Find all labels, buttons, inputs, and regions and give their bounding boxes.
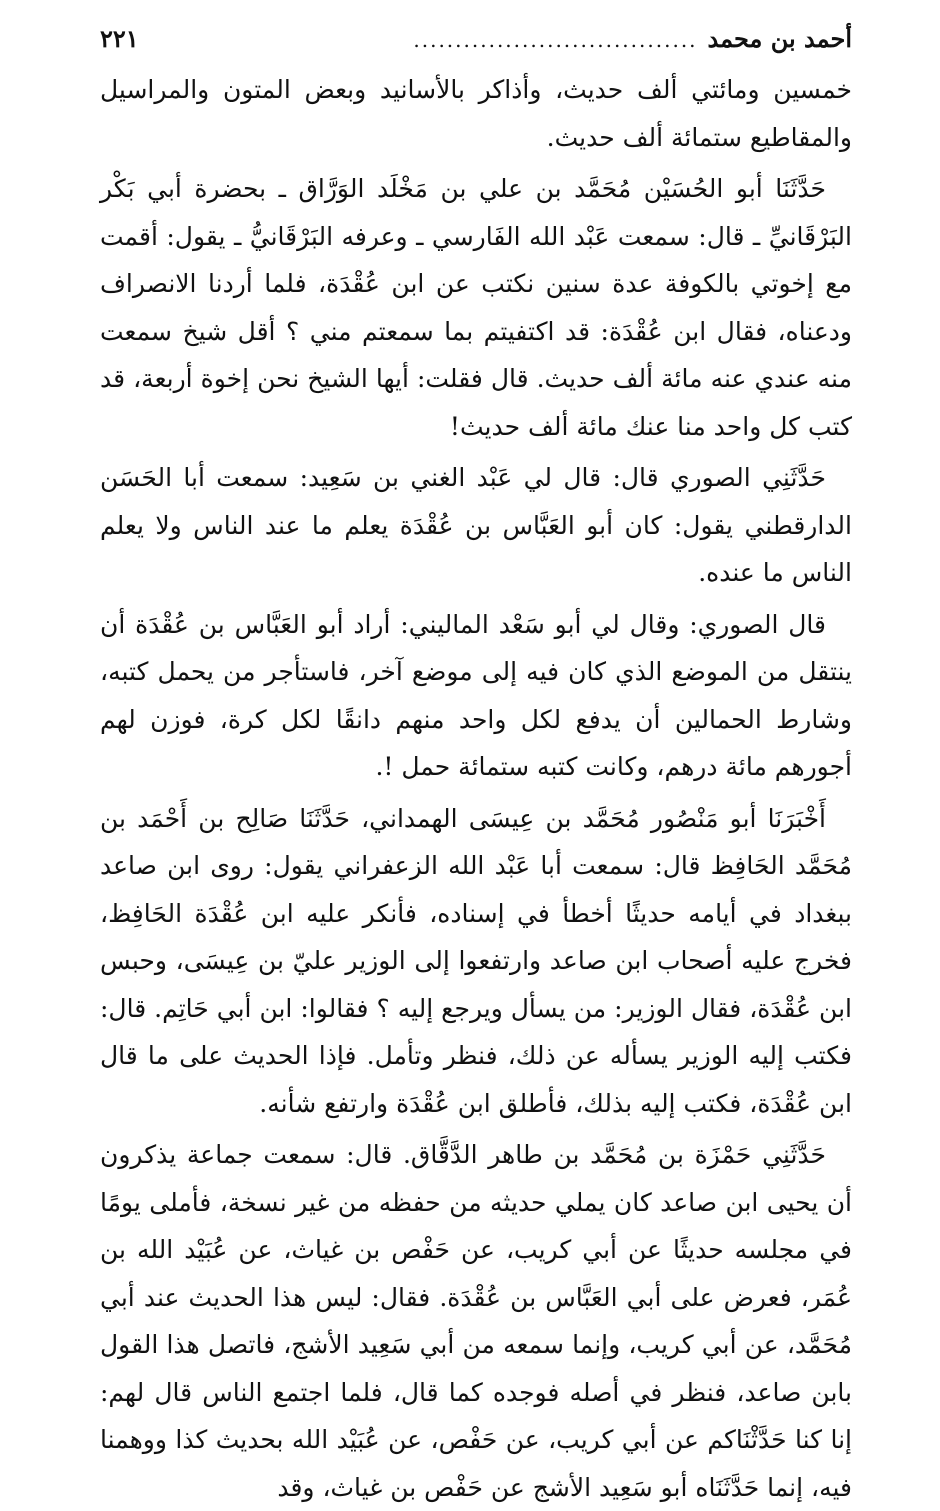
paragraph: أَخْبَرَنَا أبو مَنْصُور مُحَمَّد بن عِيسَى الهمداني، حَدَّثَنَا صَالِح بن أَحْمَد بن مُحَمَّد الحَافِظ قال: سمعت أبا عَبْد الله الزعفراني يقول: روى ابن صاعد ببغداد في أيامه حديثًا أخطأ في إسناده، فأنكر عليه ابن عُقْدَة الحَافِظ، فخرج عليه أصحاب ابن صاعد وارتفعوا إلى الوزير عليّ بن عِيسَى، وحبس ابن عُقْدَة، فقال الوزير: من يسأل ويرجع إليه ؟ فقالوا: ابن أبي حَاتِم. قال: فكتب إليه الوزير يسأله عن ذلك، فنظر وتأمل. فإذا الحديث على ما قال ابن عُقْدَة، فكتب إليه بذلك، فأطلق ابن عُقْدَة وارتفع شأنه. — [100, 803, 852, 1118]
paragraph: قال الصوري: وقال لي أبو سَعْد الماليني: أراد أبو العَبَّاس بن عُقْدَة أن ينتقل من الموضع الذي كان فيه إلى موضع آخر، فاستأجر من يحمل كتبه، وشارط الحمالين أن يدفع لكل واحد منهم دانقًا لكل كرة، فوزن لهم أجورهم مائة درهم، وكانت كتبه ستمائة حمل !. — [100, 609, 852, 781]
leader-dots: .................................. — [413, 28, 698, 52]
running-title: أحمد بن محمد — [707, 24, 852, 53]
page-number: ٢٢١ — [100, 24, 139, 53]
paragraph: حَدَّثَنِي الصوري قال: قال لي عَبْد الغني بن سَعِيد: سمعت أبا الحَسَن الدارقطني يقول: كان أبو العَبَّاس بن عُقْدَة يعلم ما عند الناس ولا يعلم الناس ما عنده. — [100, 463, 852, 587]
page-header — [100, 24, 852, 66]
paragraph: خمسين ومائتي ألف حديث، وأذاكر بالأسانيد وبعض المتون والمراسيل والمقاطيع ستمائة ألف حديث. — [100, 75, 852, 152]
paragraph: حَدَّثَنَا أبو الحُسَيْن مُحَمَّد بن علي بن مَخْلَد الوَرَّاق ـ بحضرة أبي بَكْر البَرْقَانيِّ ـ قال: سمعت عَبْد الله الفَارسي ـ وعرفه البَرْقَانيُّ ـ يقول: أقمت مع إخوتي بالكوفة عدة سنين نكتب عن ابن عُقْدَة، فلما أردنا الانصراف ودعناه، فقال ابن عُقْدَة: قد اكتفيتم بما سمعتم مني ؟ أقل شيخ سمعت منه عندي عنه مائة ألف حديث. قال فقلت: أيها الشيخ نحن إخوة أربعة، قد كتب كل واحد منا عنك مائة ألف حديث! — [100, 174, 852, 441]
paragraph: حَدَّثَنِي حَمْزَة بن مُحَمَّد بن طاهر الدَّقَّاق. قال: سمعت جماعة يذكرون أن يحيى ابن صاعد كان يملي حديثه من حفظه من غير نسخة، فأملى يومًا في مجلسه حديثًا عن أبي كريب، عن حَفْص بن غياث، عن عُبَيْد الله بن عُمَر، فعرض على أبي العَبَّاس بن عُقْدَة. فقال: ليس هذا الحديث عند أبي مُحَمَّد، عن أبي كريب، وإنما سمعه من أبي سَعِيد الأشج، فاتصل هذا القول بابن صاعد، فنظر في أصله فوجده كما قال، فلما اجتمع الناس قال لهم: إنا كنا حَدَّثْنَاكم عن أبي كريب، عن حَفْص، عن عُبَيْد الله بحديث كذا ووهمنا فيه، إنما حَدَّثَنَاه أبو سَعِيد الأشج عن حَفْص بن غياث، وقد — [100, 1140, 852, 1502]
